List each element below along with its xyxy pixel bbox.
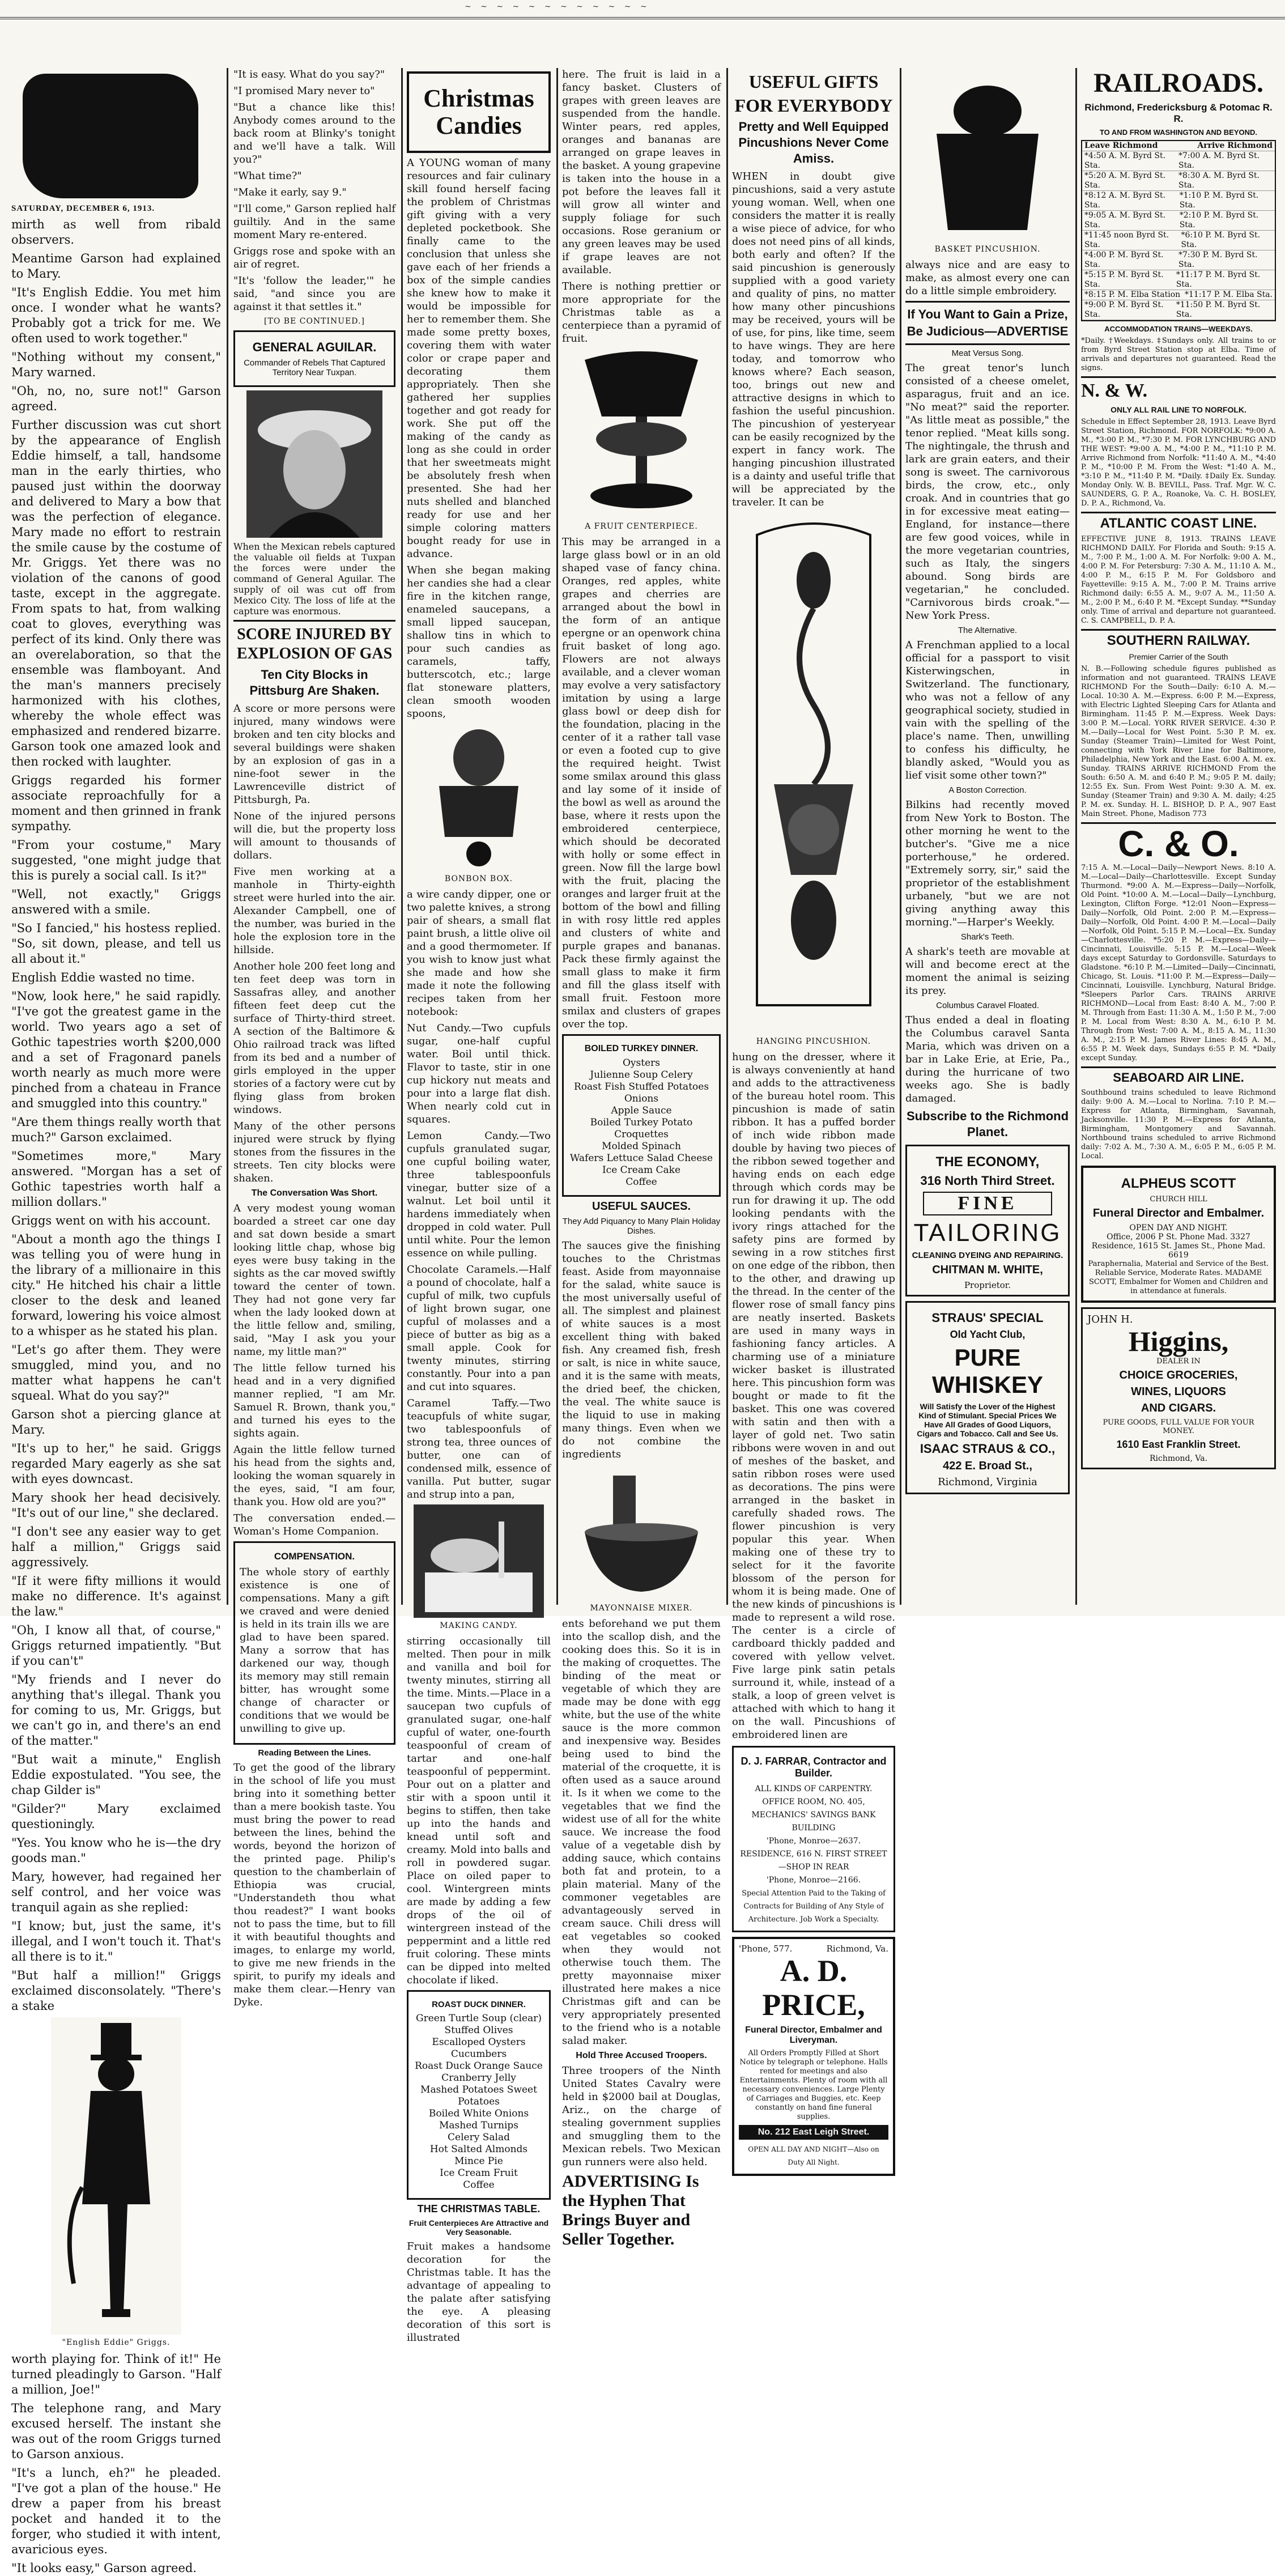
menu-item: Apple Sauce	[611, 1105, 672, 1116]
shark-head: Shark's Teeth.	[960, 932, 1015, 942]
griggs-figure	[51, 2017, 181, 2335]
prize-advert: If You Want to Gain a Prize, Be Judicious—ADVERTISE	[905, 301, 1070, 345]
timetable-cell: *8:30 A. M. Byrd St. Sta.	[1178, 171, 1260, 190]
meat-head: Meat Versus Song.	[951, 348, 1024, 358]
story-paragraph: "Nothing without my consent," Mary warned.	[11, 350, 221, 379]
timetable-cell: *4:50 A. M. Byrd St. Sta.	[1084, 151, 1166, 170]
basket-pincushion-icon	[925, 71, 1050, 241]
score-text	[233, 702, 395, 1185]
timetable-cell: *9:00 P. M. Byrd St. Sta.	[1084, 300, 1164, 319]
timetable-cell: *5:20 A. M. Byrd St. Sta.	[1084, 171, 1166, 190]
menu-item: Oysters	[622, 1057, 660, 1069]
co-text: 7:15 A. M.—Local—Daily—Newport News. 8:10 A. M.—Local—Daily—Charlottesville. Except Sunday Thurmond. *9:00 A. M.—Express—Daily—Norfolk, Old Point. *10:00 A. M.—Local—Daily—Lynchburg, Lexington, Clifton Forge. *12:01 Noon—Express—Daily—Norfolk, Old Point. 2:00 P. M.—Express—Daily—Norfolk, Old Point. 4:00 P. M.—Local—Daily—Norfolk, Old Point. 5:15 P. M.—Local—Ex. Sunday—Charlottesville. *5:20 P. M.—Express—Daily—Cincinnati, Louisville. 5:15 P. M.—Local—Week days except Saturday to Gordonsville. Saturdays to Gladstone. *6:10 P. M.—Limited—Daily—Cincinnati, Chicago, St. Louis. *11:00 P. M.—Express—Daily—Cincinnati, Louisville. Lynchburg, Natural Bridge. *Sleepers Parlor Cars. TRAINS ARRIVE RICHMOND—Local from East: 8:40 A. M., 7:00 P. M. Through from East: 11:30 A. M., 1:50 P. M., 7:00 P. M. Local from West: 8:30 A. M., 6:10 P. M. Through from West: 7:00 A. M., 8:15 A. M., 11:30 A. M., 2:15 P. M. James River Lines: 8:45 A. M., 6:55 P. M. Week days, Sundays 6:55 P. M. *Daily except Sunday.	[1081, 864, 1276, 1062]
price-address: No. 212 East Leigh Street.	[739, 2125, 888, 2140]
score-subhead: Ten City Blocks in Pittsburg Are Shaken.	[249, 668, 380, 698]
scott-church: CHURCH HILL	[1150, 1195, 1207, 1204]
gifts-title-2: FOR EVERYBODY	[734, 95, 893, 116]
general-title: GENERAL AGUILAR.	[252, 340, 377, 354]
story-paragraph: "If it were fifty millions it would make no difference. It's against the law."	[11, 1574, 221, 1618]
timetable-row	[1082, 231, 1275, 250]
sauces-head: USEFUL SAUCES.	[592, 1200, 691, 1213]
score-paragraph: Many of the other persons injured were struck by flying stones from the fissures in the streets. Ten city blocks were shaken.	[233, 1120, 395, 1184]
story-paragraph: "So I fancied," his hostess replied. "So, sit down, please, and tell us all about it."	[11, 921, 221, 966]
story-paragraph: "Oh, no, no, sure not!" Garson agreed.	[11, 384, 221, 413]
story-paragraph: The telephone rang, and Mary excused herself. The instant she was out of the room Griggs turned to Garson anxious.	[11, 2401, 221, 2461]
story-paragraph: "It is easy. What do you say?"	[233, 69, 385, 80]
story-paragraph: Further discussion was cut short by the appearance of English Eddie himself, a tall, handsome man in the early thirties, who paused just within the doorway and delivered to Mary a bow that was the perfection of elegance. Mary made no effort to restrain the smile cause by the costume of Mr. Griggs. Yet there was no violation of the canons of good taste, except in the aggregate. From spats to hat, from walking coat to gloves, everything was perfect of its kind. Only there was an overelaboration, so that the ensemble was flamboyant. And the man's manners precisely harmonized with his clothes, whereby the whole effect was emphasized and rendered bizarre. Garson took one amazed look and then rocked with laughter.	[11, 418, 221, 768]
basket-text: always nice and are easy to make, as almost every one can do a little simple embroidery.	[905, 259, 1070, 297]
story-paragraph: "Oh, I know all that, of course," Griggs returned impatiently. "But if you can't"	[11, 1623, 221, 1668]
sauces-sub: They Add Piquancy to Many Plain Holiday Dishes.	[562, 1217, 721, 1236]
score-paragraph: A score or more persons were injured, many windows were broken and ten city blocks and several buildings were shaken by an explosion of gas in a nine-foot sewer in the Lawrenceville district of Pittsburgh, Pa.	[233, 703, 395, 806]
menu-item: Ice Cream Cake	[602, 1164, 681, 1176]
conversation-text	[233, 1202, 395, 1538]
sal-text: Southbound trains scheduled to leave Richmond daily: 9:00 A. M.—Local to Norlina. 7:10 P. M.—Express for Atlanta, Birmingham, Savannah, Jacksonville. 11:30 P. M.—Express for Atlanta, Birmingham, Montgomery and Savannah. Northbound trains scheduled to arrive Richmond daily: 7:02 A. M., 7:30 A. M., 6:05 P. M., 6:05 P. M. Local.	[1081, 1089, 1276, 1161]
story-paragraph: worth playing for. Think of it!" He turned pleadingly to Garson. "Half a million, Joe!"	[11, 2352, 221, 2396]
advertising-slogan: ADVERTISING Is the Hyphen That Brings Buyer and Seller Together.	[562, 2172, 699, 2248]
price-desc: All Orders Promptly Filled at Short Notice by telegraph or telephone. Halls rented for meetings and also Entertainments. Plenty of room with all necessary conveniences. Large Plenty of Carriages and Buggies, etc. Keep constantly on hand fine funeral supplies.	[739, 2049, 888, 2121]
fruit-centerpiece-icon	[568, 348, 715, 518]
economy-owner: CHITMAN M. WHITE,	[932, 1264, 1043, 1276]
sal-title: SEABOARD AIR LINE.	[1081, 1066, 1276, 1085]
timetable-cell: *5:15 P. M. Byrd St. Sta.	[1084, 270, 1164, 289]
hanging-pincushion-icon	[734, 512, 893, 1034]
compensation-head: COMPENSATION.	[274, 1551, 355, 1562]
timetable-cell: *4:00 P. M. Byrd St. Sta.	[1084, 250, 1164, 269]
conversation-paragraph: The little fellow turned his head and in a very dignified manner replied, "I am Mr. Samuel R. Brown, thank you," and turned his eyes to the sights again.	[233, 1362, 395, 1439]
story-paragraph: Griggs rose and spoke with an air of regret.	[233, 245, 395, 270]
column-rule	[900, 68, 901, 1605]
straus-club: Old Yacht Club,	[950, 1329, 1026, 1340]
acl-title: ATLANTIC COAST LINE.	[1081, 512, 1276, 532]
griggs-caption: "English Eddie" Griggs.	[62, 2338, 171, 2347]
recipe-paragraph: Lemon Candy.—Two cupfuls granulated sugar, one cupful boiling water, three tablespoonfuls vinegar, butter size of a walnut. Let boil until it hardens immediately when dropped in cold water. Pull until white. Pour the lemon essence on while pulling.	[407, 1130, 551, 1259]
story-tail	[11, 2352, 221, 2576]
menu-item: Hot Salted Almonds	[429, 2144, 528, 2155]
economy-fine: FINE	[923, 1192, 1052, 1215]
economy-ad	[905, 1145, 1070, 1296]
story-paragraph: "It's English Eddie. You met him once. I wonder what he wants? Probably got a trick for me. We often used to work together."	[11, 286, 221, 345]
reading-text: To get the good of the library in the school of life you must bring into it something better than a mere bookish taste. You must bring the power to read between the lines, behind the words, beyond the horizon of the printed page. Philip's question to the chamberlain of Ethiopia was crucial, "Understandeth thou what thou readest?" I want books not to pass the time, but to fill it with beautiful thoughts and images, to enlarge my world, to give me new friends in the spirit, to purify my ideals and make them clear.—Henry van Dyke.	[233, 1762, 395, 2008]
story-continuation	[233, 68, 395, 313]
timetable-cell: *6:10 P. M. Byrd St. Sta.	[1181, 231, 1261, 249]
scott-desc: Paraphernalia, Material and Service of the Best. Reliable Service, Moderate Rates. MADAME SCOTT, Embalmer for Women and Children and in attendance at funerals.	[1088, 1260, 1269, 1295]
general-aguilar-box	[233, 330, 395, 387]
story-paragraph: "It's up to her," he said. Griggs regarded Mary eagerly as she sat with eyes downcast.	[11, 1442, 221, 1486]
timetable-cell: *11:17 P. M. Elba Sta.	[1185, 290, 1273, 299]
nw-sub: ONLY ALL RAIL LINE TO NORFOLK.	[1110, 405, 1246, 414]
farrar-line: Special Attention Paid to the Taking of Contracts for Building of Any Style of Architecture. Job Work a Specialty.	[742, 1889, 886, 1924]
menu-item: Ice Cream Fruit	[440, 2167, 518, 2179]
straus-desc: Will Satisfy the Lover of the Highest Kind of Stimulant. Special Prices We Have All Grades of Good Liquors, Cigars and Tobacco. Call and See Us.	[917, 1402, 1058, 1438]
turkey-menu	[568, 1057, 714, 1188]
menu-item: Roast Duck Orange Sauce	[415, 2060, 543, 2072]
story-paragraph: "It's a lunch, eh?" he pleaded. "I've got a plan of the house." He drew a paper from his breast pocket and handed it to the forger, who studied it with intent, avaricious eyes.	[11, 2466, 221, 2556]
story-paragraph: "I know; but, just the same, it's illegal, and I won't touch it. That's all there is to it."	[11, 1919, 221, 1963]
story-paragraph: "From your costume," Mary suggested, "one might judge that this is purely a social call. Is it?"	[11, 838, 221, 882]
scott-office: Office, 2006 P St. Phone Mad. 3327	[1107, 1232, 1250, 1242]
making-candy-caption: MAKING CANDY.	[440, 1621, 518, 1630]
pincushion-text: hung on the dresser, where it is always conveniently at hand and adds to the attractiveness of the bureau hotel room. This pincushion is made of satin ribbon. It has a puffed border of inch wide ribbon made double by having two pieces of the ribbon sewed together and having ends on each edge through which cords may be run for drawing it up. The odd looking pendants with the ivory rings attached for the safety pins are formed by sewing in a row stitches first on one edge of the ribbon, then to the other, and drawing up the thread. In the center of the flower rose of small fancy pins are neatly inserted. Baskets are used in many ways in fashioning fancy articles. A charming use of a miniature wicker basket is illustrated here. This pincushion form was bought or made to fit the basket. This one was covered with satin and then with a layer of gold net. Two satin ribbons were woven in and out of meshes of the basket, and satin ribbon roses were used as decorations. The pins were arranged in the basket in carefully shaded rows. The flower pincushion is very popular this year. When making one of these try to select for it the favorite blossom of the person for whom it is being made. One of the new kinds of pincushions is made to represent a wild rose. The center is a circle of cardboard thickly padded and covered with yellow velvet. Five large pink satin petals surround it, while, instead of a stalk, a loop of green velvet is attached with which to hang it on the wall. Pincushions of embroidered linen are	[732, 1051, 895, 1741]
masthead-blot	[23, 74, 198, 198]
scott-residence: Residence, 1615 St. James St., Phone Mad. 6619	[1091, 1242, 1266, 1260]
rr-col-head: Leave Richmond	[1084, 141, 1158, 150]
roast-duck-box	[407, 1990, 551, 2200]
timetable-row	[1082, 191, 1275, 211]
christmas-table-text: Fruit makes a handsome decoration for the Christmas table. It has the advantage of appealing to the palate after satisfying the eye. A pleasing decoration of this sort is illustrated	[407, 2241, 551, 2344]
menu-item: Coffee	[463, 2179, 495, 2191]
mints-text: stirring occasionally till melted. Then pour in milk and vanilla and boil for twenty minutes, stirring all the time. Mints.—Place in a saucepan two cupfuls of granulated sugar, one-half cupful of water, one-fourth teaspoonful of cream of tartar and one-half teaspoonful of peppermint. Pour out on a platter and stir with a spoon until it begins to stiffen, then take up into the hands and knead until soft and creamy. Mold into balls and roll in powdered sugar. Place on oiled paper to cool. Wintergreen mints are made by adding a few drops of the oil of wintergreen instead of the peppermint and a little red fruit coloring. These mints can be dipped into melted chocolate if liked.	[407, 1635, 551, 1986]
score-paragraph: None of the injured persons will die, but the property loss will amount to thousands of dollars.	[233, 810, 395, 861]
economy-tailoring: TAILORING	[913, 1219, 1062, 1247]
straus-company: ISAAC STRAUS & CO.,	[920, 1442, 1056, 1456]
recipe-paragraph: a wire candy dipper, one or two palette knives, a strong pair of shears, a small flat paint brush, a little olive oil and a good thermometer. If you wish to know just what she made and how she made it note the following recipes taken from her notebook:	[407, 889, 551, 1018]
subscribe-ad: Subscribe to the Richmond Planet.	[906, 1109, 1069, 1139]
column-5	[732, 68, 895, 2166]
timetable-cell: *8:15 P. M. Elba Station	[1084, 290, 1181, 299]
higgins-ad	[1081, 1307, 1276, 1469]
scott-ad	[1081, 1166, 1276, 1303]
story-paragraph: "I don't see any easier way to get half a million," Griggs said aggressively.	[11, 1525, 221, 1569]
economy-address: 316 North Third Street.	[920, 1174, 1055, 1188]
scott-role: Funeral Director and Embalmer.	[1092, 1207, 1265, 1219]
basket-caption: BASKET PINCUSHION.	[934, 245, 1041, 254]
column-3	[407, 68, 551, 2344]
menu-item: Stuffed Olives	[444, 2025, 513, 2036]
price-footer: OPEN ALL DAY AND NIGHT—Also on Duty All Night.	[748, 2145, 879, 2166]
recipes-text	[407, 888, 551, 1501]
story-paragraph: mirth as well from ribald observers.	[11, 218, 221, 246]
sauces-text: The sauces give the finishing touches to the Christmas feast. Aside from mayonnaise for the salad, white sauce is the most universally useful of all. The simplest and plainest of white sauces is a most excellent thing with baked fish. Any creamed fish, fresh or salt, is nice in white sauce, and it is the same with meats, the dried beef, the chicken, the veal. The white sauce is the liquid to use in making many things. Even when we do not combine the ingredients	[562, 1240, 721, 1460]
higgins-pure: PURE GOODS, FULL VALUE FOR YOUR MONEY.	[1103, 1418, 1254, 1435]
higgins-city: Richmond, Va.	[1149, 1454, 1208, 1463]
story-paragraph: "Well, not exactly," Griggs answered with a smile.	[11, 887, 221, 916]
basket-pincushion-image	[925, 71, 1050, 241]
price-role: Funeral Director, Embalmer and Liveryman.	[745, 2025, 882, 2045]
farrar-name: D. J. FARRAR, Contractor and Builder.	[741, 1755, 887, 1779]
story-paragraph: "I'll come," Garson replied half guiltily. And in the same moment Mary re-entered.	[233, 203, 395, 241]
score-headline: SCORE INJURED BY EXPLOSION OF GAS	[233, 620, 395, 664]
menu-item: Boiled White Onions	[428, 2108, 529, 2119]
sr-text: N. B.—Following schedule figures published as information and not guaranteed. TRAINS LEAVE RICHMOND For the South—Daily: 6:10 A. M.—Local. 10:30 A. M.—Express. 6:00 P. M.—Express, with Electric Lighted Sleeping Cars for Atlanta and Birmingham. 11:45 P. M.—Express. Week Days: 3:00 P. M.—Local. YORK RIVER SERVICE. 4:30 P. M.—Daily—Local for West Point. 5:30 P. M. ex. Sunday (Steamer Train)—Limited for West Point, connecting with York River Line for Baltimore, Philadelphia, New York and the East. 6:00 A. M. ex. Sunday. TRAINS ARRIVE RICHMOND From the South: 6:50 A. M. and 6:40 P. M.; 9:05 P. M. daily; 12:55 Ex. Sun. From West Point: 9:30 A. M. ex. Sunday (Steamer Train) and 9:30 A. M. daily; 4:25 P. M. ex. Sunday. H. L. BISHOP, D. P. A., 907 East Main Street. Phone, Madison 773	[1081, 665, 1276, 818]
timetable-row	[1082, 290, 1275, 300]
farrar-ad	[732, 1746, 895, 1932]
story-paragraph: Meantime Garson had explained to Mary.	[11, 252, 221, 280]
higgins-cigars: AND CIGARS.	[1141, 1402, 1216, 1414]
timetable-cell: *11:45 noon Byrd St. Sta.	[1084, 231, 1169, 249]
mixer-caption: MAYONNAISE MIXER.	[590, 1604, 693, 1613]
menu-item: Boiled Turkey Potato Croquettes	[590, 1117, 693, 1140]
gifts-title-1: USEFUL GIFTS	[748, 71, 879, 92]
menu-item: Coffee	[626, 1176, 657, 1188]
timetable-cell: *9:05 A. M. Byrd St. Sta.	[1084, 211, 1166, 229]
story-paragraph: Mary shook her head decisively. "It's out of our line," she declared.	[11, 1491, 221, 1520]
shark-text: A shark's teeth are movable at will and become erect at the moment the animal is seizing its prey.	[905, 946, 1070, 997]
higgins-wines: WINES, LIQUORS	[1131, 1385, 1226, 1398]
story-paragraph: "What time?"	[233, 170, 302, 182]
general-portrait	[246, 390, 382, 538]
sr-sub: Premier Carrier of the South	[1129, 652, 1228, 661]
timetable-cell: *11:17 P. M. Byrd St. Sta.	[1176, 270, 1261, 289]
story-paragraph: "It's 'follow the leader,'" he said, "and since you are against it that settles it."	[233, 275, 395, 313]
conversation-head: The Conversation Was Short.	[251, 1188, 378, 1198]
menu-item: Julienne Soup Celery	[590, 1069, 693, 1081]
menu-item: Molded Spinach	[602, 1141, 681, 1152]
mixer-bowl-icon	[573, 1464, 709, 1600]
rfp-name: Richmond, Fredericksburg & Potomac R. R.	[1084, 102, 1273, 124]
hanging-caption: HANGING PINCUSHION.	[756, 1037, 871, 1046]
higgins-choice: CHOICE GROCERIES,	[1119, 1369, 1238, 1381]
recipe-paragraph: Nut Candy.—Two cupfuls sugar, one-half cupful water. Boil until thick. Flavor to taste, stir in one cup hickory nut meats and pour into a large flat dish. When nearly cold cut in squares.	[407, 1022, 551, 1125]
columbus-text: Thus ended a deal in floating the Columbus caravel Santa Maria, which was driven on a bar in Lake Erie, at Erie, Pa., during the hurricane of two weeks ago. She is badly damaged.	[905, 1014, 1070, 1104]
story-paragraph: Griggs regarded his former associate reproachfully for a moment and then grinned in frank sympathy.	[11, 773, 221, 833]
fruit-text-2: There is nothing prettier or more appropriate for the Christmas table as a centerpiece than a pyramid of fruit.	[562, 280, 721, 345]
farrar-line: OFFICE ROOM, NO. 405, MECHANICS' SAVINGS BANK BUILDING	[751, 1797, 876, 1833]
price-phone: 'Phone, 577.	[739, 1944, 793, 1954]
story-paragraph: "Make it early, say 9."	[233, 186, 347, 198]
straus-special: STRAUS' SPECIAL	[931, 1311, 1044, 1325]
economy-proprietor: Proprietor.	[964, 1280, 1011, 1290]
farrar-line: 'Phone, Monroe—2166.	[766, 1876, 861, 1885]
story-paragraph: "But half a million!" Griggs exclaimed disconsolately. "There's a stake	[11, 1969, 221, 2013]
column-2	[233, 68, 395, 2008]
date-line: SATURDAY, DECEMBER 6, 1913.	[11, 204, 155, 213]
fruit-centerpiece-image	[568, 348, 715, 518]
scott-name: ALPHEUS SCOTT	[1121, 1176, 1236, 1191]
man-in-top-hat-icon	[51, 2017, 181, 2335]
boston-head: A Boston Correction.	[948, 785, 1027, 795]
alt-head: The Alternative.	[958, 626, 1018, 635]
timetable-cell: *7:30 P. M. Byrd St. Sta.	[1178, 250, 1258, 269]
menu-item: Green Turtle Soup (clear)	[416, 2013, 542, 2024]
column-4	[562, 68, 721, 2248]
story-paragraph: "Are them things really worth that much?" Garson exclaimed.	[11, 1115, 221, 1144]
general-caption: When the Mexican rebels captured the valuable oil fields at Tuxpan the forces were under the command of General Aguilar. The supply of oil was cut off from Mexico City. The loss of life at the capture was enormous.	[233, 541, 395, 617]
continued-note: [TO BE CONTINUED.]	[264, 317, 365, 326]
score-paragraph: Another hole 200 feet long and ten feet deep was torn in Sassafras alley, and another fifteen feet deep cut the surface of Thirty-third street. A section of the Baltimore & Ohio railroad track was lifted from its bed and a number of girls employed in the upper stories of a factory were cut by flying glass from broken windows.	[233, 960, 395, 1116]
christmas-table-head: THE CHRISTMAS TABLE.	[417, 2203, 541, 2214]
story-paragraph: "Gilder?" Mary exclaimed questioningly.	[11, 1802, 221, 1831]
nw-text: Schedule in Effect September 28, 1913. Leave Byrd Street Station, Richmond. FOR NORFOLK: *9:00 A. M., *3:00 P. M., *7:30 P. M. FOR LYNCHBURG AND THE WEST: *9:00 A. M., *4:00 P. M., *11:10 P. M. Arrive Richmond from Norfolk: *11:40 A. M., *4:40 P. M., *10:00 P. M. From the West: *1:40 A. M., *3:10 P. M., *11:40 P. M. *Daily. ‡Daily Ex. Sunday. Monday Only. W. B. BEVILL, Pass. Traf. Mgr. W. C. SAUNDERS, G. P. A., Roanoke, Va. C. H. BOSLEY, D. P. A., Richmond, Va.	[1081, 418, 1276, 508]
sr-title: SOUTHERN RAILWAY.	[1081, 629, 1276, 649]
menu-item: Mashed Turnips	[439, 2120, 518, 2131]
bonbon-caption: BONBON BOX.	[444, 874, 513, 883]
story-paragraph: "My friends and I never do anything that's illegal. Thank you for coming to us, Mr. Griggs, but we can't go in, and there's an end of the matter."	[11, 1673, 221, 1748]
fruit-text: here. The fruit is laid in a fancy basket. Clusters of grapes with green leaves are suspended from the handle. Winter pears, red apples, oranges and bananas are arranged on grape leaves in the basket. A young grapevine is taken into the house in a pot before the leaves fall it will grow all winter and supply foliage for such occasions. Rose geranium or any green leaves may be used if grape leaves are not available.	[562, 69, 721, 276]
farrar-line: RESIDENCE, 616 N. FIRST STREET—SHOP IN REAR	[740, 1850, 887, 1872]
timetable-cell: *2:10 P. M. Byrd St. Sta.	[1179, 211, 1259, 229]
economy-cleaning: CLEANING DYEING AND REPAIRING.	[912, 1251, 1063, 1260]
sauces-text-2: ents beforehand we put them into the scallop dish, and the cooking does this. So it is in the making of croquettes. The binding of the meat or vegetable of which they are made may be done with egg white, but the use of the white sauce is the more common and inexpensive way. Besides being used to bind the material of the croquette, it is often used as a sauce around it. Is it when we come to the vegetables that we find the widest use of all for the white sauce. We increase the food value of a vegetable dish by adding sauce, which contains both fat and protein, to a plain material. Many of the commoner vegetables are advantageously served in cream sauce. Chili dress will eat vegetables so cooked when they would not otherwise touch them. The pretty mayonnaise mixer illustrated here makes a nice Christmas gift and can be very appropriately presented to the friend who is a notable salad maker.	[562, 1618, 721, 2047]
rr-col-head: Arrive Richmond	[1197, 141, 1273, 150]
menu-item: Mince Pie	[454, 2156, 503, 2167]
story-paragraph: "About a month ago the things I was telling you of were hung in the library of a millionaire in this city." He hitched his chair a little closer to the desk and leaned forward, lowering his voice almost to a whisper as he stated his plan.	[11, 1232, 221, 1338]
timetable-row	[1082, 270, 1275, 290]
christmas-candies-box	[407, 71, 551, 153]
straus-address: 422 E. Broad St.,	[943, 1460, 1032, 1472]
timetable-cell: *1:10 P. M. Byrd St. Sta.	[1179, 191, 1259, 210]
story-paragraph: "Now, look here," he said rapidly. "I've got the greatest game in the world. Two years ago a set of Gothic tapestries worth $200,000 and a set of Fragonard panels worth nearly as much more were pinched from a chateau in France and smuggled into this country."	[11, 989, 221, 1110]
recipe-paragraph: Chocolate Caramels.—Half a pound of chocolate, half a cupful of milk, two cupfuls of light brown sugar, one cupful of molasses and a piece of butter as big as a small apple. Cook for twenty minutes, stirring constantly. Pour into a pan and cut into squares.	[407, 1264, 551, 1393]
troopers-text: Three troopers of the Ninth United States Cavalry were held in $2000 bail at Douglas, Ariz., on the charge of stealing government supplies and smuggling them to the Mexican rebels. Two Mexican gun runners were also held.	[562, 2065, 721, 2168]
higgins-name: Higgins,	[1128, 1325, 1229, 1357]
acl-text: EFFECTIVE JUNE 8, 1913. TRAINS LEAVE RICHMOND DAILY. For Florida and South: 9:15 A. M., 7:00 P. M., 1:00 A. M. For Norfolk: 9:00 A. M., 4:00 P. M. For Petersburg: 7:30 A. M., 11:10 A. M., 4:00 P. M., 6:15 P. M. For Goldsboro and Fayetteville: 9:15 A. M., 7:00 P. M. Trains arrive Richmond daily: 6:55 A. M., 9:07 A. M., 11:50 A. M., 2:00 P. M., 6:40 P. M. *Except Sunday. **Sunday only. Time of arrival and departure not guaranteed. C. S. CAMPBELL, D. P. A.	[1081, 535, 1276, 625]
straus-ad	[905, 1301, 1070, 1494]
recipe-paragraph: Caramel Taffy.—Two teacupfuls of white sugar, two tablespoonfuls of strong tea, three ounces of butter, one can of condensed milk, essence of vanilla. Put butter, sugar and strup into a pan,	[407, 1397, 551, 1500]
column-rule	[556, 68, 558, 1605]
boiled-turkey-box	[562, 1034, 721, 1197]
story-paragraph: "But a chance like this! Anybody comes around to the back room at Blinky's tonight and we'll have a talk. Will you?"	[233, 101, 395, 165]
higgins-dealer: DEALER IN	[1156, 1357, 1201, 1366]
rr-accom: ACCOMMODATION TRAINS—WEEKDAYS.	[1104, 325, 1253, 333]
timetable-row	[1082, 151, 1275, 171]
column-1	[11, 68, 221, 2575]
candy-pot-icon	[414, 1504, 544, 1618]
score-paragraph: Five men working at a manhole in Thirty-eighth street were hurled into the air. Alexander Campbell, one of the number, was buried in the hole the explosion tore in the hillside.	[233, 866, 395, 956]
timetable-cell: *7:00 A. M. Byrd St. Sta.	[1178, 151, 1260, 170]
timetable-row	[1082, 300, 1275, 320]
column-6	[905, 68, 1070, 1605]
nw-title: N. & W.	[1081, 376, 1276, 402]
column-7	[1081, 68, 1276, 1605]
timetable-row	[1082, 171, 1275, 191]
story-paragraph: "I promised Mary never to"	[233, 85, 375, 97]
price-name: A. D. PRICE,	[762, 1954, 865, 2022]
masthead-strip	[0, 0, 1285, 19]
reading-head: Reading Between the Lines.	[258, 1748, 371, 1758]
price-ad	[732, 1937, 895, 2176]
economy-name: THE ECONOMY,	[935, 1154, 1040, 1170]
roast-duck-menu	[413, 2013, 544, 2191]
story-paragraph: "But wait a minute," English Eddie expostulated. "You see, the chap Gilder is"	[11, 1753, 221, 1797]
menu-item: Escalloped Oysters Cucumbers	[432, 2037, 526, 2060]
story-paragraph: "Sometimes more," Mary answered. "Morgan has a set of Gothic tapestries worth half a million dollars."	[11, 1149, 221, 1209]
menu-item: Mashed Potatoes Sweet Potatoes	[420, 2084, 537, 2107]
compensation-box	[233, 1541, 395, 1745]
running-head: ~ ~ ~ ~ ~ ~ ~ ~ ~ ~ ~ ~	[465, 2, 650, 11]
meat-text: The great tenor's lunch consisted of a cheese omelet, asparagus, fruit and an ice. "No meat?" said the reporter. "As little meat as possible," the tenor replied. "Meat kills song. The nightingale, the thrush and lark are grain eaters, and their song is sweet. The carnivorous birds, the crow, etc., only croak. And in countries that go in for excessive meat eating—England, for instance—there are few good voices, while in the more vegetarian countries, such as Italy, the singers abound. Song birds are vegetarian," he concluded. "Carnivorous birds croak."—New York Press.	[905, 362, 1070, 622]
straus-whiskey: PURE WHISKEY	[931, 1344, 1043, 1398]
story-text	[11, 217, 221, 2014]
co-title: C. & O.	[1081, 822, 1276, 864]
bonbon-box-image	[422, 724, 535, 871]
troopers-head: Hold Three Accused Troopers.	[576, 2051, 707, 2060]
portrait-icon	[246, 390, 382, 538]
fruit-caption: A FRUIT CENTERPIECE.	[585, 522, 698, 531]
story-paragraph: English Eddie wasted no time.	[11, 971, 195, 984]
menu-item: Wafers Lettuce Salad Cheese	[569, 1153, 713, 1164]
timetable-row	[1082, 250, 1275, 270]
story-paragraph: Garson shot a piercing glance at Mary.	[11, 1408, 221, 1436]
timetable-row	[1082, 211, 1275, 231]
gifts-intro: WHEN in doubt give pincushions, said a very astute young woman. Well, when one considers the matter it is really a wise piece of advice, for who does not need pins of all kinds, both early and often? If the said pincushion is generously supplied with a good variety and quality of pins, no matter how many other pincushions may be received, yours will be of use, for pins, like time, seem to have wings. They are here today, and tomorrow who knows where? Each season, too, brings out new and attractive designs in which to fashion the useful pincushion. The pincushion of yesteryear can be easily recognized by the expert in fancy work. The hanging pincushion illustrated is a dainty and useful trifle that will be appreciated by the traveler. It can be	[732, 171, 895, 508]
turkey-title: BOILED TURKEY DINNER.	[584, 1044, 699, 1053]
timetable-cell: *11:50 P. M. Byrd St. Sta.	[1176, 300, 1261, 319]
candies-title: Christmas Candies	[423, 84, 534, 139]
rfp-sub: TO AND FROM WASHINGTON AND BEYOND.	[1099, 128, 1258, 137]
mayonnaise-mixer-image	[573, 1464, 709, 1600]
menu-item: Cranberry Jelly	[441, 2072, 516, 2084]
centerpiece-text: This may be arranged in a large glass bowl or in an old shaped vase of fancy china. Oranges, red apples, white grapes and cherries are arranged about the bowl in the form of an antique epergne or an openwork china fruit basket of long ago. Flowers are not always available, and a clever woman may evolve a very satisfactory imitation by using a large glass bowl or deep dish for the foundation, placing in the center of it a rather tall vase or even a footed cup to give the required height. Twist some smilax around this glass and lay some of it inside of the bowl as well as around the base, where it rests upon the embroidered centerpiece, which should be decorated with holly or some effect in green. Now fill the large bowl with the fruit, placing the oranges and larger fruit at the bottom of the bowl and filling in with rosy little red apples and clusters of white and purple grapes and bananas. Pack these firmly against the small glass to make it firm and fill the glass itself with small fruit. Festoon more smilax and clusters of grapes over the top.	[562, 536, 721, 1030]
roast-duck-title: ROAST DUCK DINNER.	[432, 2000, 526, 2009]
bonbon-box-icon	[422, 724, 535, 871]
candies-intro: A YOUNG woman of many resources and fair culinary skill found herself facing the problem of Christmas gift giving with a very depleted pocketbook. She finally came to the conclusion that unless she gave each of her friends a box of the simple candies she knew how to make it would be impossible for her to remember them. She made some pretty boxes, covering them with water color or crape paper and decorating them appropriately. Then she gathered her supplies together and got ready for work. She put off the making of the candy as long as she could in order that her sweetmeats might be absolutely fresh when presented. She had her nuts shelled and blanched ready for use and her simple coloring matters bought ready for use in advance.	[407, 157, 551, 560]
column-rule	[726, 68, 728, 1605]
story-paragraph: "Let's go after them. They were smuggled, mind you, and no matter what happens he can't squeal. What do you say?"	[11, 1343, 221, 1402]
scott-open: OPEN DAY AND NIGHT.	[1129, 1223, 1228, 1232]
alt-text: A Frenchman applied to a local official for a passport to visit Kisterwingschen, in Switzerland. The functionary, who was not a fellow of any geographical society, studied in vain with the spelling of the place's name. Then, unwilling to confess his difficulty, he blandly asked, "Would you as lief visit some other town?"	[905, 639, 1070, 781]
menu-item: Celery Salad	[448, 2132, 510, 2143]
general-subtitle: Commander of Rebels That Captured Territory Near Tuxpan.	[244, 358, 385, 377]
farrar-line: ALL KINDS OF CARPENTRY.	[755, 1784, 873, 1793]
menu-item: Roast Fish Stuffed Potatoes Onions	[573, 1081, 709, 1104]
timetable-cell: *8:12 A. M. Byrd St. Sta.	[1084, 191, 1166, 210]
story-paragraph: "It looks easy," Garson agreed.	[11, 2561, 197, 2575]
conversation-paragraph: The conversation ended.—Woman's Home Companion.	[233, 1512, 395, 1537]
boston-text: Bilkins had recently moved from New York to Boston. The other morning he went to the butcher's. "Give me a nice porterhouse," he ordered. "Extremely sorry, sir," said the proprietor of the establishment urbanely, "but we are not giving anything away this morning."—Harper's Weekly.	[905, 799, 1070, 928]
railroads-title: RAILROADS.	[1093, 68, 1264, 98]
rfp-timetable	[1081, 140, 1276, 321]
gifts-subtitle: Pretty and Well Equipped Pincushions Never Come Amiss.	[738, 120, 889, 165]
conversation-paragraph: A very modest young woman boarded a street car one day and sat down beside a smart looking little chap, whose big eyes were busy taking in the sights as the car moved swiftly toward the center of town. They had not gone very far when the lady looked down at the little fellow and, smiling, said, "May I ask you your name, my little man?"	[233, 1202, 395, 1358]
farrar-line: 'Phone, Monroe—2637.	[766, 1837, 861, 1846]
higgins-address: 1610 East Franklin Street.	[1116, 1439, 1241, 1450]
column-rule	[401, 68, 403, 1605]
candies-intro-2: When she began making her candies she had a clear fire in the kitchen range, enameled saucepans, a small lipped saucepan, shallow tins in which to pour such candies as caramels, taffy, butterscotch, etc.; large flat stoneware platters, clean smooth wooden spoons,	[407, 564, 551, 720]
columbus-head: Columbus Caravel Floated.	[936, 1001, 1039, 1010]
column-rule	[227, 68, 228, 1605]
price-city: Richmond, Va.	[826, 1944, 888, 1954]
higgins-first: JOHN H.	[1087, 1313, 1133, 1325]
column-rule	[1075, 68, 1077, 1605]
straus-city: Richmond, Virginia	[938, 1476, 1037, 1488]
story-paragraph: "Yes. You know who he is—the dry goods man."	[11, 1836, 221, 1865]
story-paragraph: Mary, however, had regained her self control, and her voice was tranquil again as she replied:	[11, 1870, 221, 1914]
compensation-text: The whole story of earthly existence is one of compensations. Many a gift we craved and were denied is held in its train ills we are glad to have been spared. Many a sorrow that has darkened our way, though its memory may still remain bitter, has wrought some change of character or conditions that we would be unwilling to give up.	[240, 1566, 389, 1735]
making-candy-image	[414, 1504, 544, 1618]
christmas-table-sub: Fruit Centerpieces Are Attractive and Very Seasonable.	[409, 2218, 549, 2237]
story-paragraph: Griggs went on with his account.	[11, 1214, 211, 1227]
rr-note: *Daily. †Weekdays. ‡Sundays only. All trains to or from Byrd Street Station stop at Elba. Time of arrivals and departures not guaranteed. Read the signs.	[1081, 337, 1276, 372]
hanging-pincushion-image	[734, 512, 893, 1034]
conversation-paragraph: Again the little fellow turned his head from the sights and, looking the woman squarely in the eyes, said, "I am four, thank you. How old are you?"	[233, 1444, 395, 1508]
